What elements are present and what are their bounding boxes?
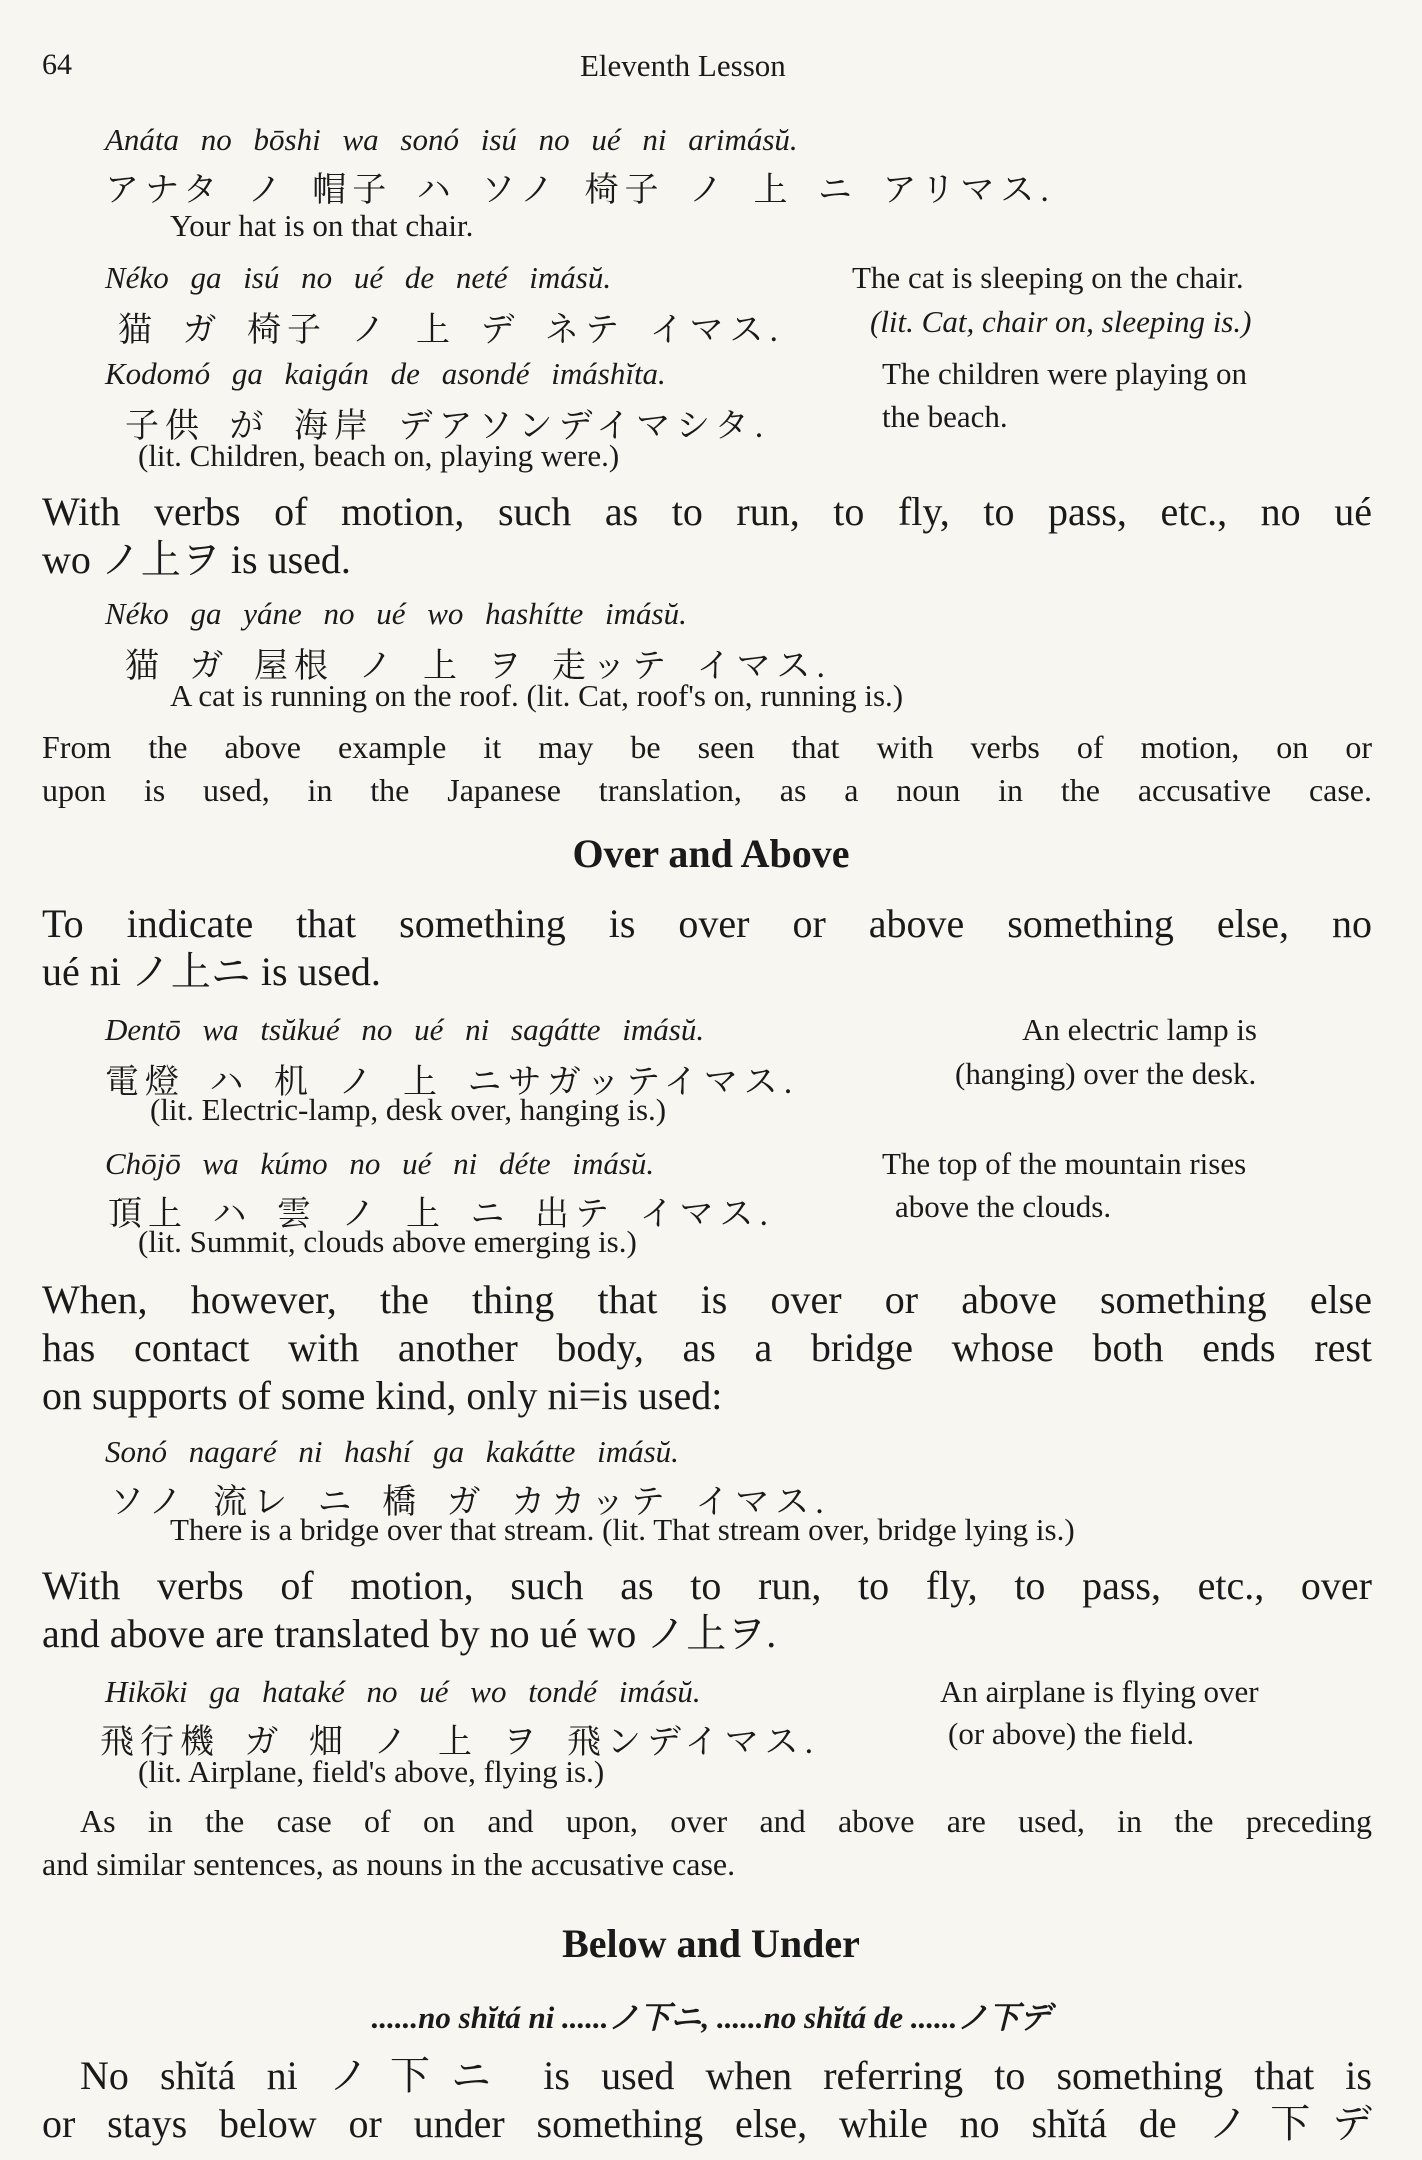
body-text-line: or stays below or under something else, while no shĭtá de ノ下デ [42, 2101, 1372, 2146]
example-literal: (lit. Electric-lamp, desk over, hanging is.) [150, 1092, 667, 1127]
example-japanese: 電燈 ハ 机 ノ 上 ニサガッテイマス. [105, 1064, 799, 1101]
example-japanese: 子供 が 海岸 デアソンデイマシタ. [125, 408, 770, 445]
example-english: The top of the mountain rises [882, 1146, 1247, 1181]
example-english: above the clouds. [895, 1189, 1112, 1224]
example-romaji: Chōjō wa kúmo no ué ni déte imásŭ. [105, 1146, 655, 1181]
section-subtitle: ......no shĭtá ni ......ノ下ニ, ......no shĭtá de ......ノ下デ [371, 2000, 1051, 2035]
example-japanese: 猫 ガ 椅子 ノ 上 デ ネテ イマス. [118, 312, 784, 349]
example-romaji: Néko ga yáne no ué wo hashítte imásŭ. [105, 596, 687, 631]
example-japanese: ソノ 流レ ニ 橋 ガ カカッテ イマス. [110, 1484, 830, 1521]
body-text-line: As in the case of on and upon, over and above are used, in the preceding [80, 1803, 1372, 1839]
body-text-line: and above are translated by no ué wo ノ上ヲ. [42, 1611, 777, 1656]
example-romaji: Hikōki ga hataké no ué wo tondé imásŭ. [105, 1674, 701, 1709]
body-text-line: From the above example it may be seen that with verbs of motion, on or [42, 729, 1372, 765]
example-english: There is a bridge over that stream. (lit. That stream over, bridge lying is.) [170, 1512, 1075, 1547]
example-romaji: Sonó nagaré ni hashí ga kakátte imásŭ. [105, 1434, 679, 1469]
example-japanese: 猫 ガ 屋根 ノ 上 ヲ 走ッテ イマス. [125, 648, 831, 685]
body-text-line: ué ni ノ上ニ is used. [42, 949, 381, 994]
body-text-line: has contact with another body, as a bridge whose both ends rest [42, 1325, 1372, 1370]
example-romaji: Kodomó ga kaigán de asondé imáshĭta. [105, 356, 666, 391]
example-english: (or above) the field. [948, 1716, 1195, 1751]
running-title: Eleventh Lesson [580, 48, 786, 83]
example-english: An electric lamp is [1022, 1012, 1257, 1047]
body-text-line: When, however, the thing that is over or above something else [42, 1277, 1372, 1322]
example-romaji: Néko ga isú no ué de neté imásŭ. [105, 260, 612, 295]
body-text-line: With verbs of motion, such as to run, to fly, to pass, etc., over [42, 1563, 1372, 1608]
body-text-line: To indicate that something is over or above something else, no [42, 901, 1372, 946]
example-english: (hanging) over the desk. [955, 1056, 1257, 1091]
body-text-line: wo ノ上ヲ is used. [42, 537, 351, 582]
example-japanese: 飛行機 ガ 畑 ノ 上 ヲ 飛ンデイマス. [100, 1724, 820, 1761]
body-text-line: and similar sentences, as nouns in the accusative case. [42, 1846, 736, 1882]
example-japanese: 頂上 ハ 雲 ノ 上 ニ 出テ イマス. [108, 1196, 774, 1233]
body-text-line: With verbs of motion, such as to run, to fly, to pass, etc., no ué [42, 489, 1372, 534]
example-english: An airplane is flying over [940, 1674, 1259, 1709]
body-text-line: No shĭtá ni ノ下ニ is used when referring to something that is [80, 2053, 1372, 2098]
example-literal: (lit. Airplane, field's above, flying is.) [138, 1754, 605, 1789]
page-number: 64 [42, 48, 72, 81]
example-literal: (lit. Cat, chair on, sleeping is.) [870, 304, 1252, 339]
section-heading: Below and Under [562, 1921, 860, 1966]
example-english: the beach. [882, 399, 1008, 434]
body-text-line: upon is used, in the Japanese translation, as a noun in the accusative case. [42, 772, 1372, 808]
example-japanese: アナタ ノ 帽子 ハ ソノ 椅子 ノ 上 ニ アリマス. [105, 172, 1055, 209]
body-text-line: on supports of some kind, only ni=is used: [42, 1373, 723, 1418]
example-romaji: Anáta no bōshi wa sonó isú no ué ni arimásŭ. [105, 122, 798, 157]
example-english: A cat is running on the roof. (lit. Cat, roof's on, running is.) [170, 678, 904, 713]
example-romaji: Dentō wa tsŭkué no ué ni sagátte imásŭ. [105, 1012, 705, 1047]
example-english: Your hat is on that chair. [170, 208, 474, 243]
example-literal: (lit. Summit, clouds above emerging is.) [138, 1224, 637, 1259]
example-english: The children were playing on [882, 356, 1247, 391]
example-english: The cat is sleeping on the chair. [852, 260, 1244, 295]
example-literal: (lit. Children, beach on, playing were.) [138, 438, 620, 473]
section-heading: Over and Above [572, 831, 850, 876]
